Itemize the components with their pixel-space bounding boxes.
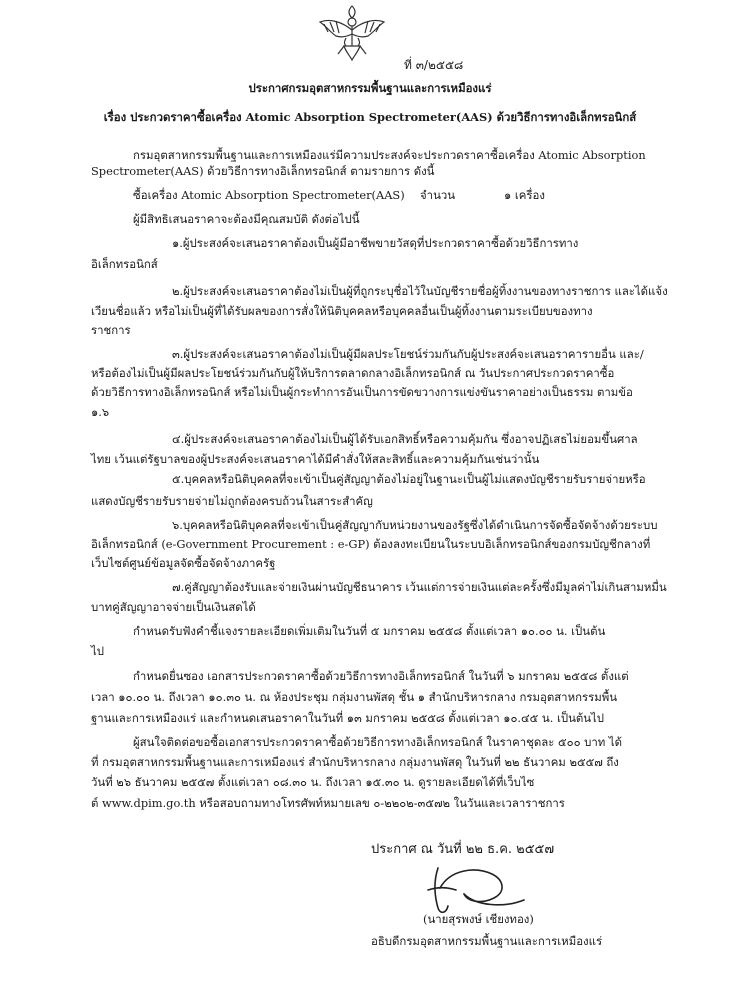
- body-line: อิเล็กทรอนิกส์ (e-Government Procurement : e-GP) ต้องลงทะเบียนในระบบอิเล็กทรอนิกส์ของกรมบัญชีกลางที่: [91, 537, 651, 551]
- body-line: Spectrometer(AAS) ด้วยวิธีการทางอิเล็กทรอนิกส์ ตามรายการ ดังนี้: [91, 164, 435, 178]
- body-line: ต์ www.dpim.go.th หรือสอบถามทางโทรศัพท์หมายเลข ๐-๒๒๐๒-๓๕๗๒ ในวันและเวลาราชการ: [91, 796, 565, 810]
- body-line: เวียนชื่อแล้ว หรือไม่เป็นผู้ที่ได้รับผลของการสั่งให้นิติบุคคลหรือบุคคลอื่นเป็นผู้ทิ้งงานตามระเบียบของทาง: [91, 304, 593, 318]
- body-line: ที่ กรมอุตสาหกรรมพื้นฐานและการเหมืองแร่ สำนักบริหารกลาง กลุ่มงานพัสดุ ในวันที่ ๒๒ ธันวาคม ๒๕๕๗ ถึง: [91, 755, 619, 769]
- body-line: ผู้สนใจติดต่อขอซื้อเอกสารประกวดราคาซื้อด้วยวิธีการทางอิเล็กทรอนิกส์ ในราคาชุดละ ๕๐๐ บาท ได้: [133, 735, 623, 749]
- body-line: ไป: [91, 644, 104, 658]
- body-line: ๔.ผู้ประสงค์จะเสนอราคาต้องไม่เป็นผู้ได้รับเอกสิทธิ์หรือความคุ้มกัน ซึ่งอาจปฏิเสธไม่ยอมขึ้นศาล: [172, 432, 638, 446]
- body-line: ๑.๖: [91, 405, 110, 419]
- body-line: ๕.บุคคลหรือนิติบุคคลที่จะเข้าเป็นคู่สัญญาต้องไม่อยู่ในฐานะเป็นผู้ไม่แสดงบัญชีรายรับรายจ่ายหรือ: [172, 472, 646, 486]
- body-line: กรมอุตสาหกรรมพื้นฐานและการเหมืองแร่มีความประสงค์จะประกวดราคาซื้อเครื่อง Atomic Absorption: [133, 148, 646, 162]
- body-line: อิเล็กทรอนิกส์: [91, 257, 158, 271]
- body-line: เว็บไซต์ศูนย์ข้อมูลจัดซื้อจัดจ้างภาครัฐ: [91, 556, 276, 570]
- body-line: ราชการ: [91, 323, 131, 337]
- body-line: วันที่ ๒๖ ธันวาคม ๒๕๕๗ ตั้งแต่เวลา ๐๘.๓๐ น. ถึงเวลา ๑๕.๓๐ น. ดูรายละเอียดได้ที่เว็บไซ: [91, 775, 535, 789]
- body-line: ๑.ผู้ประสงค์จะเสนอราคาต้องเป็นผู้มีอาชีพขายวัสดุที่ประกวดราคาซื้อด้วยวิธีการทาง: [172, 236, 579, 250]
- body-line: กำหนดรับฟังคำชี้แจงรายละเอียดเพิ่มเติมในวันที่ ๕ มกราคม ๒๕๕๘ ตั้งแต่เวลา ๑๐.๐๐ น. เป็นต้น: [133, 624, 606, 638]
- body-line: กำหนดยื่นซอง เอกสารประกวดราคาซื้อด้วยวิธีการทางอิเล็กทรอนิกส์ ในวันที่ ๖ มกราคม ๒๕๕๘ ตั้งแต่: [133, 669, 629, 683]
- body-line: ๒.ผู้ประสงค์จะเสนอราคาต้องไม่เป็นผู้ที่ถูกระบุชื่อไว้ในบัญชีรายชื่อผู้ทิ้งงานของทางราชการ และได้แจ้ง: [172, 284, 668, 298]
- body-line: ๓.ผู้ประสงค์จะเสนอราคาต้องไม่เป็นผู้มีผลประโยชน์ร่วมกันกับผู้ประสงค์จะเสนอราคารายอื่น และ/: [172, 347, 644, 361]
- item-qty-label: จำนวน: [420, 188, 456, 202]
- issuing-agency: ประกาศกรมอุตสาหกรรมพื้นฐานและการเหมืองแร่: [248, 81, 492, 95]
- announce-date: ประกาศ ณ วันที่ ๒๒ ธ.ค. ๒๕๕๗: [371, 842, 555, 857]
- body-line: ๗.คู่สัญญาต้องรับและจ่ายเงินผ่านบัญชีธนาคาร เว้นแต่การจ่ายเงินแต่ละครั้งซึ่งมีมูลค่าไม่เกินสามหมื่น: [172, 580, 667, 594]
- body-line: บาทคู่สัญญาอาจจ่ายเป็นเงินสดได้: [91, 600, 256, 614]
- signer-name: (นายสุรพงษ์ เชียงทอง): [423, 912, 534, 926]
- body-line: ๖.บุคคลหรือนิติบุคคลที่จะเข้าเป็นคู่สัญญากับหน่วยงานของรัฐซึ่งได้ดำเนินการจัดซื้อจัดจ้างด้วยระบบ: [172, 518, 658, 532]
- body-line: เวลา ๑๐.๐๐ น. ถึงเวลา ๑๐.๓๐ น. ณ ห้องประชุม กลุ่มงานพัสดุ ชั้น ๑ สำนักบริหารกลาง กรมอุตสาหกรรมพื้น: [91, 690, 618, 704]
- subject-line: เรื่อง ประกวดราคาซื้อเครื่อง Atomic Absorption Spectrometer(AAS) ด้วยวิธีการทางอิเล็กทรอนิกส์: [103, 110, 637, 124]
- item-qty-value: ๑ เครื่อง: [504, 188, 545, 202]
- signer-title: อธิบดีกรมอุตสาหกรรมพื้นฐานและการเหมืองแร่: [371, 934, 603, 948]
- document-reference-number: ที่ ๓/๒๕๕๘: [404, 58, 464, 72]
- body-line: ฐานและการเหมืองแร่ และกำหนดเสนอราคาในวันที่ ๑๓ มกราคม ๒๕๕๘ ตั้งแต่เวลา ๑๐.๔๕ น. เป็นต้นไป: [91, 711, 604, 725]
- body-line: ด้วยวิธีการทางอิเล็กทรอนิกส์ หรือไม่เป็นผู้กระทำการอันเป็นการขัดขวางการแข่งขันราคาอย่างเป็นธรรม ตามข้อ: [91, 385, 633, 399]
- body-line: หรือต้องไม่เป็นผู้มีผลประโยชน์ร่วมกันกับผู้ให้บริการตลาดกลางอิเล็กทรอนิกส์ ณ วันประกาศประกวดราคาซื้อ: [91, 366, 615, 380]
- body-line: แสดงบัญชีรายรับรายจ่ายไม่ถูกต้องครบถ้วนในสาระสำคัญ: [91, 494, 373, 508]
- body-line: ไทย เว้นแต่รัฐบาลของผู้ประสงค์จะเสนอราคาได้มีคำสั่งให้สละสิทธิ์และความคุ้มกันเช่นว่านั้น: [91, 452, 540, 466]
- item-name: ซื้อเครื่อง Atomic Absorption Spectrometer(AAS): [133, 188, 405, 202]
- body-line: ผู้มีสิทธิเสนอราคาจะต้องมีคุณสมบัติ ดังต่อไปนี้: [133, 212, 360, 226]
- signature: [420, 860, 540, 920]
- garuda-emblem-icon: [316, 2, 388, 64]
